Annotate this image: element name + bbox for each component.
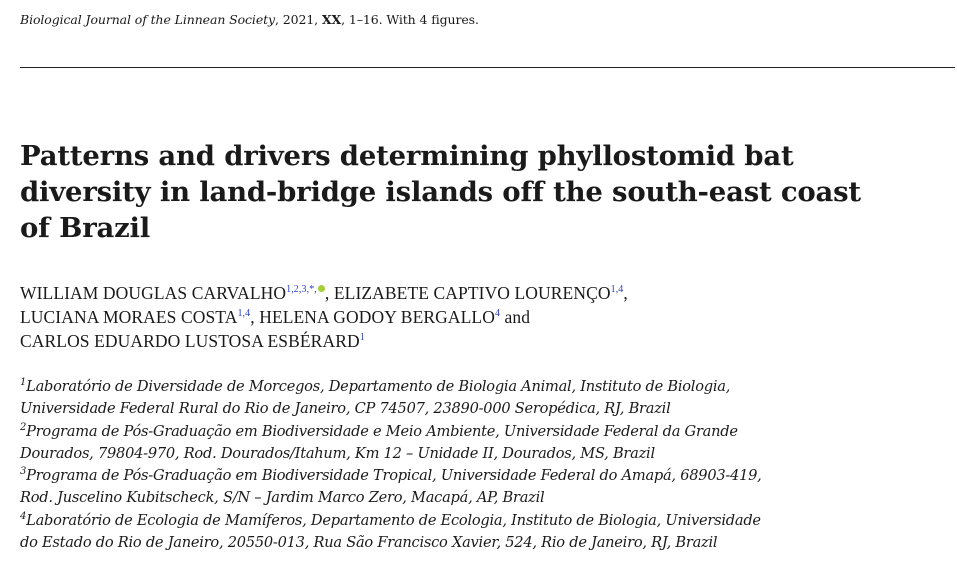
title-line-3: of Brazil: [20, 212, 151, 244]
affiliation-continuation: [20, 487, 950, 509]
author-name: LUCIANA MORAES COSTA: [20, 307, 238, 327]
title-line-2: diversity in land-bridge islands off the south-east coast: [20, 176, 861, 208]
title-line-1: Patterns and drivers determining phyllostomid bat: [20, 140, 794, 172]
author-affiliation-link[interactable]: 1,2,3,*,: [286, 284, 317, 296]
affiliation-item: [20, 421, 950, 443]
affiliation-text: Programa de Pós-Graduação em Biodiversidade e Meio Ambiente, Universidade Federal da Grande: [26, 422, 738, 440]
author-separator: ,: [324, 283, 334, 303]
affiliation-number: 3: [20, 466, 27, 478]
author-affiliation-link[interactable]: 1,4: [237, 308, 251, 320]
article-title: [20, 138, 940, 246]
author-name: HELENA GODOY BERGALLO: [259, 307, 495, 327]
affiliation-item: [20, 465, 950, 487]
author-affiliation-link[interactable]: 4: [494, 308, 501, 320]
author-list: [20, 281, 950, 353]
journal-volume: XX: [321, 12, 342, 27]
affiliation-continuation: [20, 443, 950, 465]
affiliation-continuation: [20, 398, 950, 420]
affiliation-text: do Estado do Rio de Janeiro, 20550-013, Rua São Francisco Xavier, 524, Rio de Janeiro, RJ, Brazil: [20, 534, 718, 552]
affiliation-item: [20, 376, 950, 398]
author-separator: ,: [623, 283, 628, 303]
author-separator: and: [500, 307, 531, 327]
affiliation-text: Programa de Pós-Graduação em Biodiversidade Tropical, Universidade Federal do Amapá, 68903-419,: [26, 467, 762, 485]
journal-citation: [20, 12, 479, 27]
affiliation-text: Laboratório de Ecologia de Mamíferos, Departamento de Ecologia, Instituto de Biologia, Universidade: [26, 511, 761, 529]
header-rule: [20, 67, 955, 68]
affiliation-continuation: [20, 532, 950, 554]
author-name: WILLIAM DOUGLAS CARVALHO: [20, 283, 287, 303]
author-separator: ,: [250, 307, 260, 327]
journal-pages: , 1–16. With 4 figures.: [341, 12, 479, 27]
affiliation-list: [20, 376, 950, 554]
affiliation-text: Laboratório de Diversidade de Morcegos, Departamento de Biologia Animal, Instituto de Biologia,: [26, 378, 731, 395]
author-name: ELIZABETE CAPTIVO LOURENÇO: [333, 283, 611, 303]
affiliation-text: Universidade Federal Rural do Rio de Janeiro, CP 74507, 23890-000 Seropédica, RJ, Brazil: [20, 400, 671, 418]
affiliation-number: 4: [20, 510, 27, 522]
author-name: CARLOS EDUARDO LUSTOSA ESBÉRARD: [20, 331, 360, 351]
author-affiliation-link[interactable]: 1: [359, 332, 365, 344]
affiliation-number: 2: [20, 421, 27, 433]
affiliation-number: 1: [20, 377, 27, 389]
journal-name: Biological Journal of the Linnean Society: [20, 12, 276, 27]
journal-year: , 2021,: [275, 12, 322, 27]
affiliation-text: Dourados, 79804-970, Rod. Dourados/Itahum, Km 12 – Unidade II, Dourados, MS, Brazil: [20, 444, 655, 462]
affiliation-text: Rod. Juscelino Kubitscheck, S/N – Jardim Marco Zero, Macapá, AP, Brazil: [20, 489, 545, 507]
affiliation-item: [20, 510, 950, 532]
orcid-icon[interactable]: [318, 285, 325, 292]
author-affiliation-link[interactable]: 1,4: [610, 284, 624, 296]
